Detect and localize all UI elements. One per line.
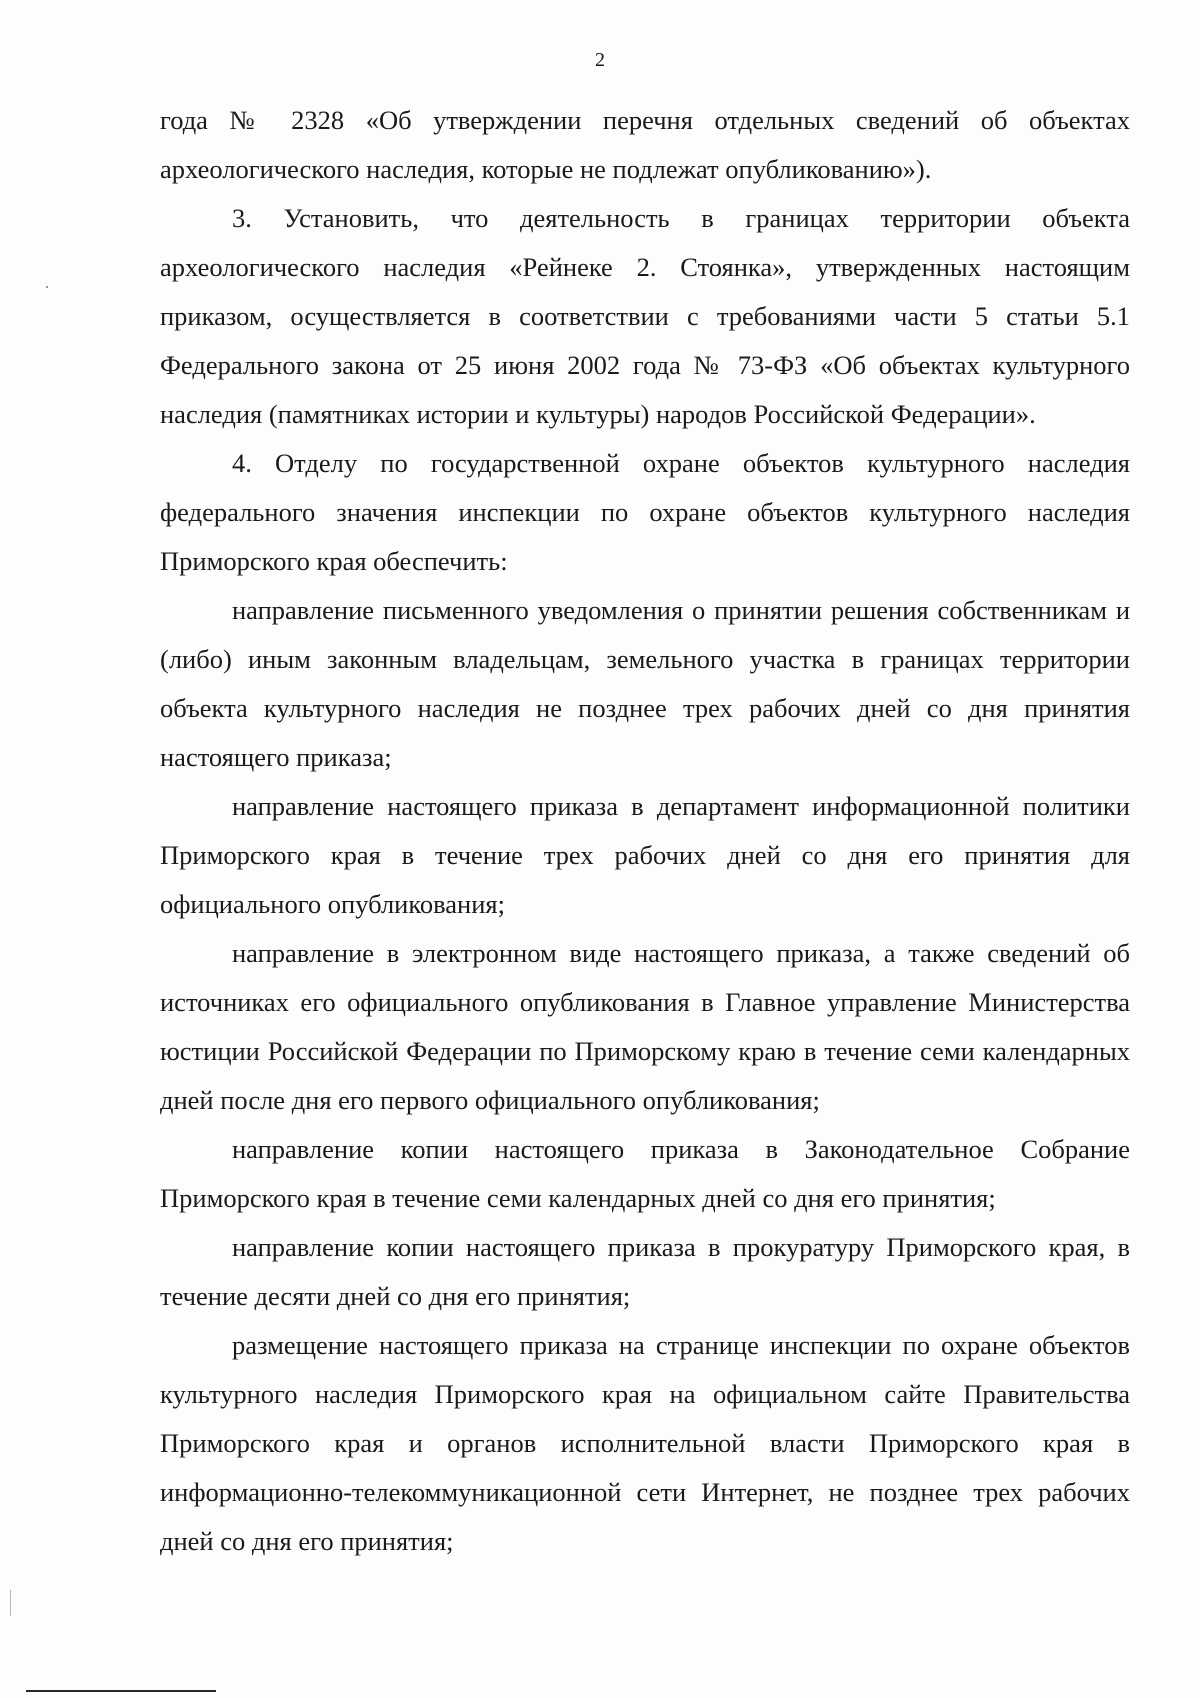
- scan-artifact-dot: [46, 286, 48, 288]
- paragraph-info-policy: направление настоящего приказа в департамент информационной политики Приморского края в течение трех рабочих дней со дня его принятия для официального опубликования;: [160, 791, 1130, 919]
- paragraph-ministry-justice: направление в электронном виде настоящего приказа, а также сведений об источниках его официального опубликования в Главное управление Министерства юстиции Российской Федерации по Приморскому краю в течение семи календарных дней после дня его первого официального опубликования;: [160, 938, 1130, 1115]
- document-body: [160, 96, 1130, 1566]
- paragraph-website: размещение настоящего приказа на странице инспекции по охране объектов культурного наследия Приморского края на официальном сайте Правительства Приморского края и органов исполнительной власти Приморского края в информационно-телекоммуникационной сети Интернет, не позднее трех рабочих дней со дня его принятия;: [160, 1330, 1130, 1556]
- scan-artifact-line: [10, 1590, 11, 1616]
- paragraph-notification-owners: направление письменного уведомления о принятии решения собственникам и (либо) иным законным владельцам, земельного участка в границах территории объекта культурного наследия не позднее трех рабочих дней со дня принятия настоящего приказа;: [160, 595, 1130, 772]
- paragraph-legislative-assembly: направление копии настоящего приказа в Законодательное Собрание Приморского края в течение семи календарных дней со дня его принятия;: [160, 1134, 1130, 1213]
- paragraph-item-4: 4. Отделу по государственной охране объектов культурного наследия федерального значения инспекции по охране объектов культурного наследия Приморского края обеспечить:: [160, 448, 1130, 576]
- paragraph-prosecutor: направление копии настоящего приказа в прокуратуру Приморского края, в течение десяти дней со дня его принятия;: [160, 1232, 1130, 1311]
- paragraph-continuation: года № 2328 «Об утверждении перечня отдельных сведений об объектах археологического наследия, которые не подлежат опубликованию»).: [160, 105, 1130, 184]
- footer-rule: [26, 1690, 216, 1692]
- page-number: 2: [595, 49, 605, 71]
- paragraph-item-3: 3. Установить, что деятельность в границах территории объекта археологического наследия «Рейнеке 2. Стоянка», утвержденных настоящим приказом, осуществляется в соответствии с требованиями части 5 статьи 5.1 Федерального закона от 25 июня 2002 года № 73-ФЗ «Об объектах культурного наследия (памятниках истории и культуры) народов Российской Федерации».: [160, 203, 1130, 429]
